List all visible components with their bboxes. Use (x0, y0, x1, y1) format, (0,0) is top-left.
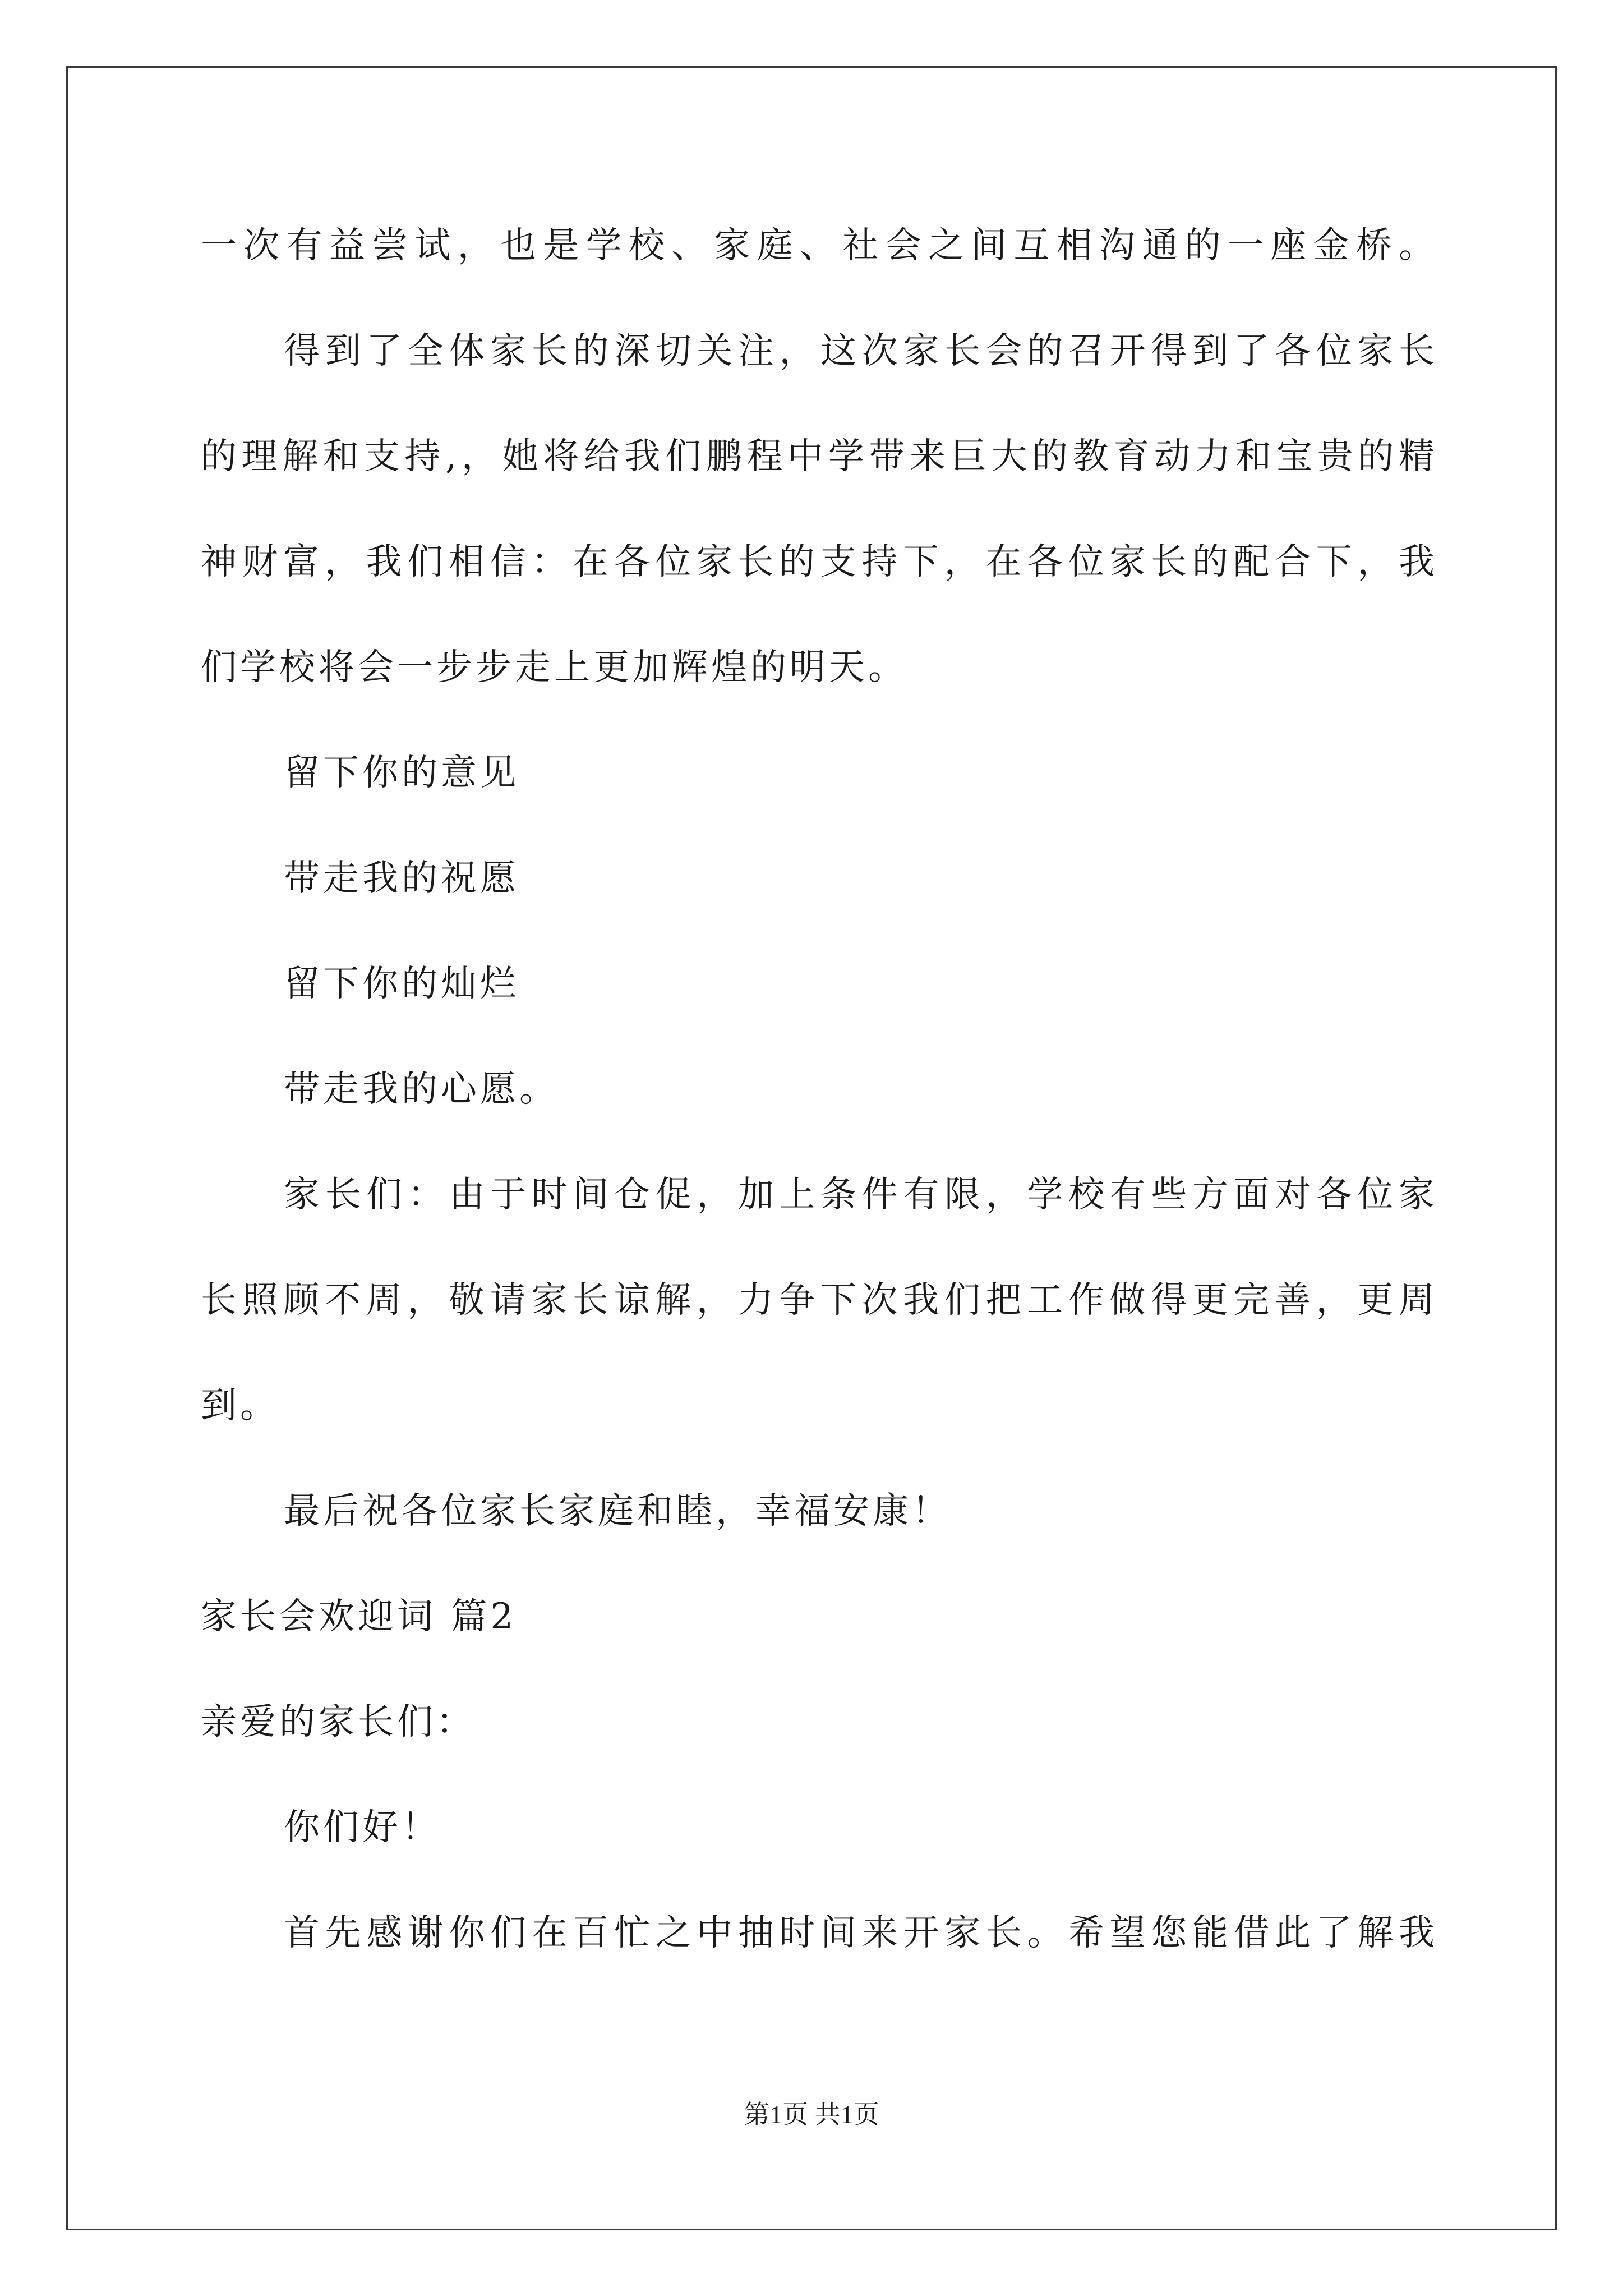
poem-line-1: 留下你的意见 (284, 752, 519, 794)
page-footer: 第1页 共1页 (744, 2100, 879, 2129)
text-line-2: 得到了全体家长的深切关注，这次家长会的召开得到了各位家长 (284, 330, 1435, 372)
poem-line-2: 带走我的祝愿 (284, 858, 519, 899)
greeting: 你们好！ (284, 1807, 441, 1848)
section-heading: 家长会欢迎词 篇2 (201, 1596, 517, 1637)
text-line-11: 长照顾不周，敬请家长谅解，力争下次我们把工作做得更完善，更周 (201, 1280, 1435, 1321)
text-line-10: 家长们：由于时间仓促，加上条件有限，学校有些方面对各位家 (284, 1174, 1435, 1216)
poem-line-4: 带走我的心愿。 (284, 1069, 559, 1110)
text-line-5: 们学校将会一步步走上更加辉煌的明天。 (201, 647, 907, 688)
text-line-4: 神财富，我们相信：在各位家长的支持下，在各位家长的配合下，我 (201, 541, 1435, 583)
text-line-17: 首先感谢你们在百忙之中抽时间来开家长。希望您能借此了解我 (284, 1912, 1435, 1954)
salutation: 亲爱的家长们： (201, 1701, 476, 1743)
poem-line-3: 留下你的灿烂 (284, 963, 519, 1005)
text-line-3: 的理解和支持,，她将给我们鹏程中学带来巨大的教育动力和宝贵的精 (201, 436, 1435, 477)
text-line-13: 最后祝各位家长家庭和睦，幸福安康！ (284, 1490, 951, 1532)
text-line-12: 到。 (201, 1385, 279, 1427)
text-line-1: 一次有益尝试，也是学校、家庭、社会之间互相沟通的一座金桥。 (201, 225, 1435, 266)
page-border (66, 66, 1557, 2230)
